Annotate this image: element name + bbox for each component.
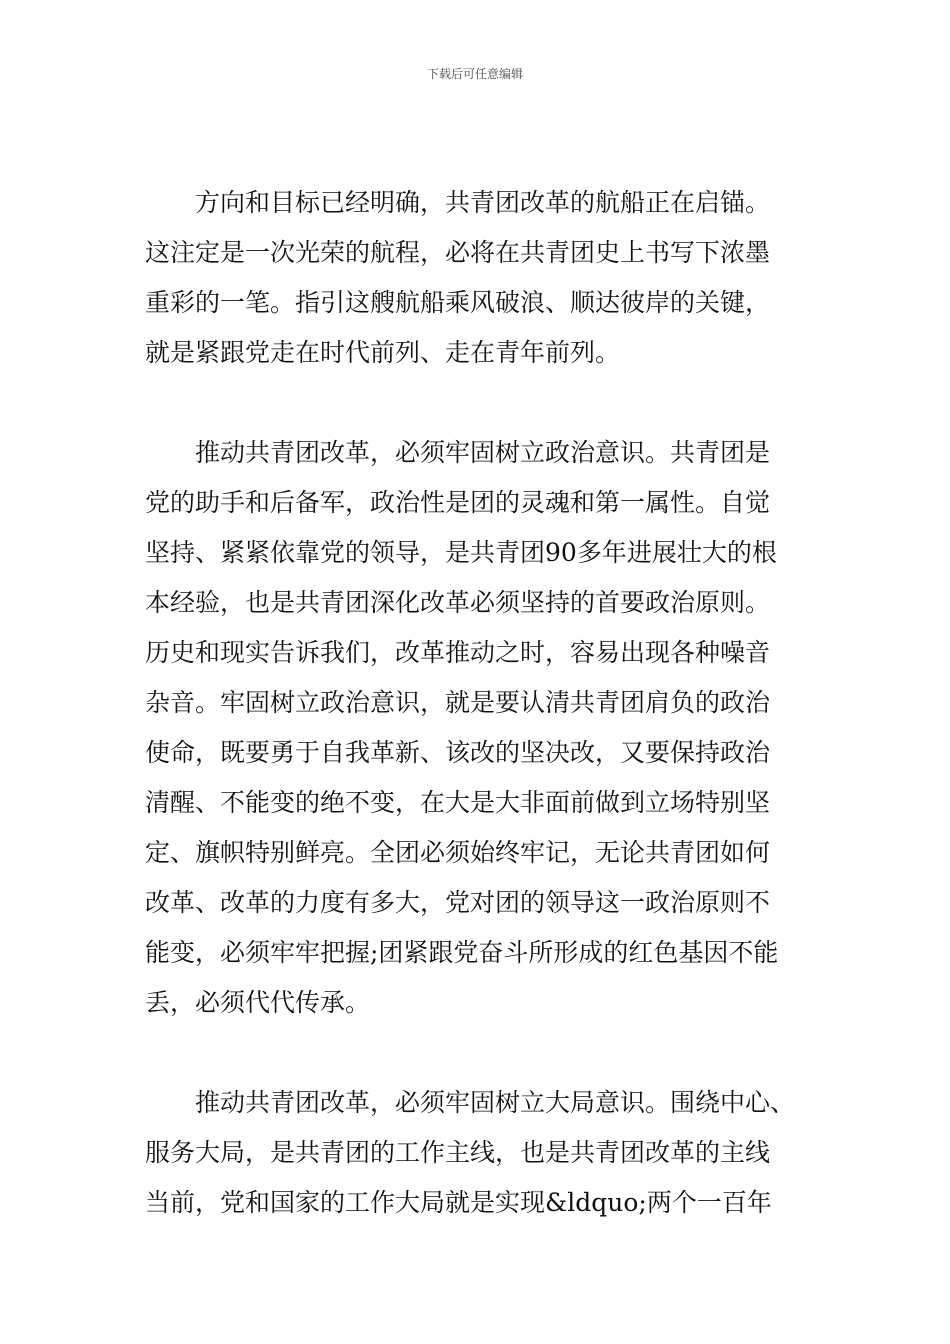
paragraph-2: [145, 428, 810, 1028]
paragraph-line: 服务大局，是共青团的工作主线，也是共青团改革的主线: [145, 1138, 771, 1167]
paragraph-line: 定、旗帜特别鲜亮。全团必须始终牢记，无论共青团如何: [145, 838, 771, 867]
paragraph-line: 推动共青团改革，必须牢固树立大局意识。围绕中心、: [195, 1088, 796, 1117]
paragraph-line: 能变，必须牢牢把握;团紧跟党奋斗所形成的红色基因不能: [145, 938, 779, 967]
header-note: 下载后可任意编辑: [426, 67, 523, 81]
paragraph-line: 当前，党和国家的工作大局就是实现&ldquo;两个一百年: [145, 1188, 772, 1217]
paragraph-line: 清醒、不能变的绝不变，在大是大非面前做到立场特别坚: [145, 788, 771, 817]
paragraph-1: [145, 178, 810, 378]
paragraph-spacer: [145, 378, 810, 428]
paragraph-line: 使命，既要勇于自我革新、该改的坚决改，又要保持政治: [145, 738, 771, 767]
paragraph-line: 重彩的一笔。指引这艘航船乘风破浪、顺达彼岸的关键，: [145, 288, 771, 317]
paragraph-line: 推动共青团改革，必须牢固树立政治意识。共青团是: [195, 438, 771, 467]
paragraph-spacer: [145, 1028, 810, 1078]
paragraph-line: 杂音。牢固树立政治意识，就是要认清共青团肩负的政治: [145, 688, 771, 717]
paragraph-line: 历史和现实告诉我们，改革推动之时，容易出现各种噪音: [145, 638, 771, 667]
paragraph-line: 方向和目标已经明确，共青团改革的航船正在启锚。: [195, 188, 771, 217]
paragraph-line: 改革、改革的力度有多大，党对团的领导这一政治原则不: [145, 888, 771, 917]
paragraph-3: [145, 1078, 810, 1228]
paragraph-line: 丢，必须代代传承。: [145, 988, 371, 1017]
document-body: [145, 178, 810, 1228]
paragraph-line: 本经验，也是共青团深化改革必须坚持的首要政治原则。: [145, 588, 771, 617]
paragraph-line: 就是紧跟党走在时代前列、走在青年前列。: [145, 338, 621, 367]
paragraph-line: 这注定是一次光荣的航程，必将在共青团史上书写下浓墨: [145, 238, 771, 267]
paragraph-line: 坚持、紧紧依靠党的领导，是共青团90多年进展壮大的根: [145, 538, 777, 567]
paragraph-line: 党的助手和后备军，政治性是团的灵魂和第一属性。自觉: [145, 488, 771, 517]
